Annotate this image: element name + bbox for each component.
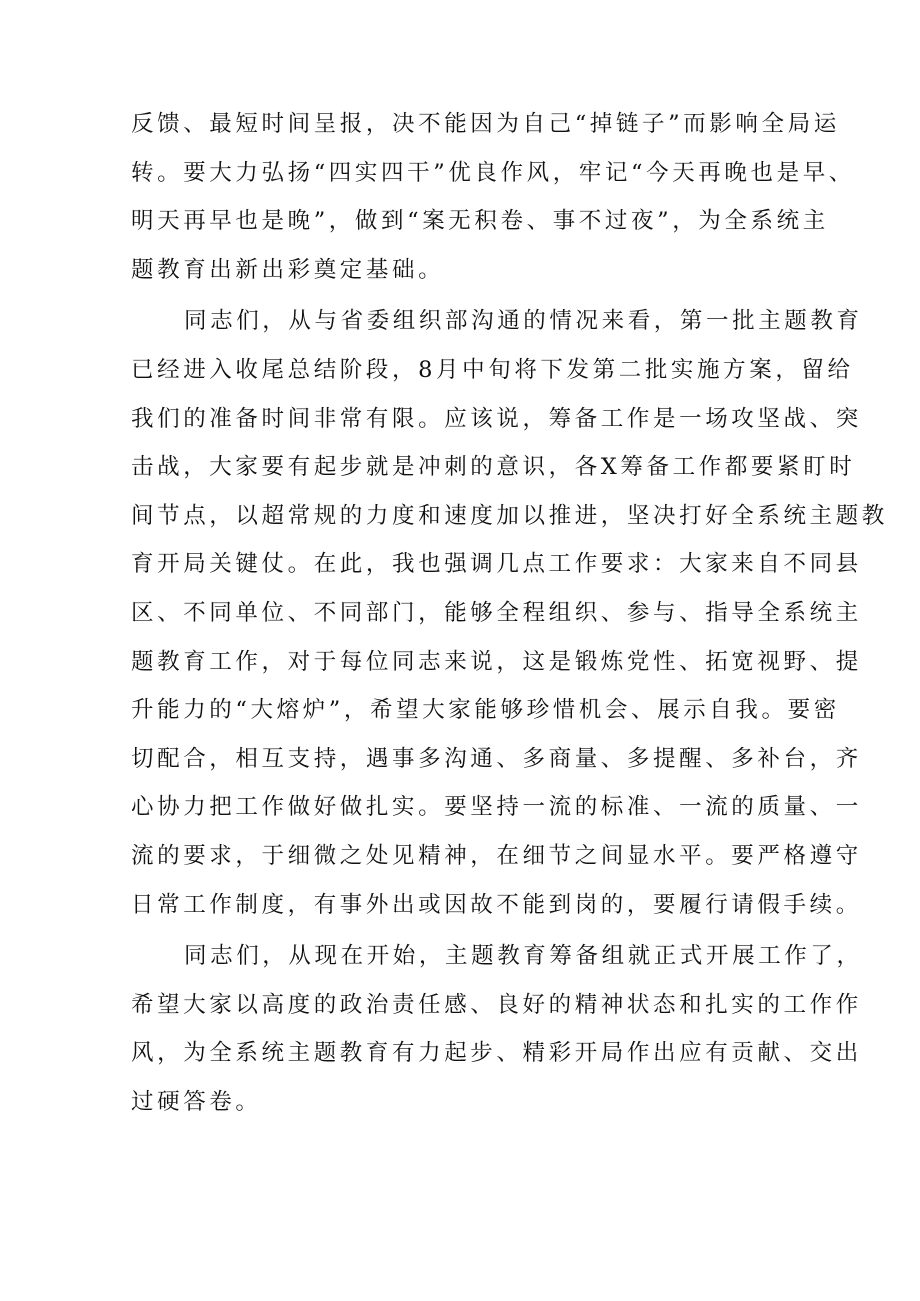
text-line: 反馈、最短时间呈报，决不能因为自己“掉链子”而影响全局运 (131, 111, 840, 137)
text-line: 击战，大家要有起步就是冲刺的意识，各X筹备工作都要紧盯时 (131, 454, 856, 481)
paragraph-1 (131, 100, 855, 294)
paragraph-3 (131, 932, 863, 1126)
text-line: 明天再早也是晚”，做到“案无积卷、事不过夜”，为全系统主 (131, 208, 829, 235)
text-line: 题教育出新出彩奠定基础。 (131, 256, 445, 283)
text-line: 我们的准备时间非常有限。应该说，筹备工作是一场攻坚战、突 (131, 405, 862, 432)
text-line: 已经进入收尾总结阶段，8月中旬将下发第二批实施方案，留给 (131, 356, 854, 383)
document-body (131, 100, 888, 1126)
text-line: 风，为全系统主题教育有力起步、精彩开局作出应有贡献、交出 (131, 1040, 862, 1067)
text-line: 间节点，以超常规的力度和速度加以推进，坚决打好全系统主题教 (131, 502, 888, 529)
text-line: 题教育工作，对于每位同志来说，这是锻炼党性、拓宽视野、提 (131, 648, 862, 675)
text-line: 同志们，从现在开始，主题教育筹备组就正式开展工作了， (184, 943, 863, 970)
text-line: 日常工作制度，有事外出或因故不能到岗的，要履行请假手续。 (131, 891, 862, 918)
text-line: 切配合，相互支持，遇事多沟通、多商量、多提醒、多补台，齐 (131, 745, 862, 772)
text-line: 区、不同单位、不同部门，能够全程组织、参与、指导全系统主 (131, 599, 862, 626)
text-line: 育开局关键仗。在此，我也强调几点工作要求：大家来自不同县 (131, 551, 862, 578)
text-line: 希望大家以高度的政治责任感、良好的精神状态和扎实的工作作 (131, 991, 862, 1018)
text-line: 同志们，从与省委组织部沟通的情况来看，第一批主题教育 (184, 308, 863, 335)
text-line: 流的要求，于细微之处见精神，在细节之间显水平。要严格遵守 (131, 842, 862, 869)
text-line: 心协力把工作做好做扎实。要坚持一流的标准、一流的质量、一 (131, 794, 862, 821)
paragraph-2 (131, 297, 888, 929)
text-line: 升能力的“大熔炉”，希望大家能够珍惜机会、展示自我。要密 (131, 697, 840, 724)
text-line: 过硬答卷。 (131, 1088, 262, 1115)
text-line: 转。要大力弘扬“四实四干”优良作风，牢记“今天再晚也是早、 (131, 159, 855, 186)
